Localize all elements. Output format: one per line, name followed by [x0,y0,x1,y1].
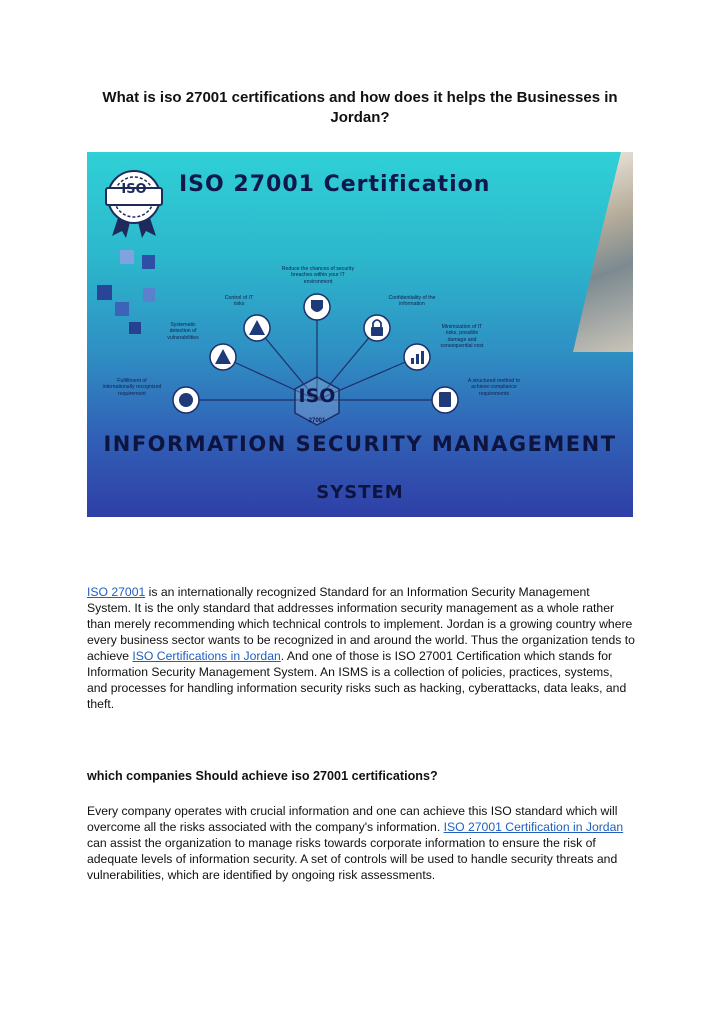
diagram-label-systematic: Systematic detection of vulnerabilities [167,322,199,341]
diagram-center-sublabel: 27001 [308,418,326,424]
section-heading: which companies Should achieve iso 27001 certifications? [87,769,438,783]
section-paragraph [87,803,635,883]
iso-27001-certification-jordan-link[interactable]: ISO 27001 Certification in Jordan [443,820,624,834]
diagram-label-reduce: Reduce the chances of security breaches within your IT environment [281,266,355,285]
diagram-label-fulfillment: Fulfillment of internationally recognized requirement [102,378,162,397]
section-text-part2: can assist the organization to manage risks towards corporate information to ensure the risk of adequate levels of information security. A set of controls will be used to handle security threats and vulnerabilities, which are identified by ongoing risk assessments. [87,836,618,882]
intro-paragraph [87,584,635,712]
hero-image [87,152,633,517]
intro-text-part2: . And one of those is ISO 27001 Certification which stands for Information Security Management System. An ISMS is a collection of policies, practices, systems, and processes for handling information security risks such as hacking, cyberattacks, data leaks, and theft. [87,649,627,711]
diagram-label-control: Control of IT risks [224,295,254,308]
diagram-label-structured: A structured method to achieve compliance requirements [467,378,521,397]
hero-subtitle-line2: SYSTEM [316,482,404,503]
intro-text-part1: is an internationally recognized Standard for an Information Security Management System. It is the only standard that addresses information security management as a whole rather than merely recommending which technical controls to implement. Jordan is a growing country where every business sector wants to be recognized in and around the world. Thus the organization tends to achieve [87,585,635,663]
badge-label: ISO [121,182,147,197]
hero-subtitle-line1: INFORMATION SECURITY MANAGEMENT [103,432,617,456]
diagram-center-label: ISO [298,385,336,407]
diagram-label-confidentiality: Confidentiality of the information [388,295,436,308]
iso-certifications-jordan-link[interactable]: ISO Certifications in Jordan [132,649,281,663]
page-title: What is iso 27001 certifications and how does it helps the Businesses in Jordan? [102,89,618,126]
iso-27001-link[interactable]: ISO 27001 [87,585,146,599]
section-text-part1: Every company operates with crucial information and one can achieve this ISO standard which will overcome all the risks associated with the company's information. [87,804,618,834]
hero-title: ISO 27001 Certification [179,172,491,197]
diagram-label-minimization: Minimization of IT risks, possible damage and consequential cost [440,324,484,350]
